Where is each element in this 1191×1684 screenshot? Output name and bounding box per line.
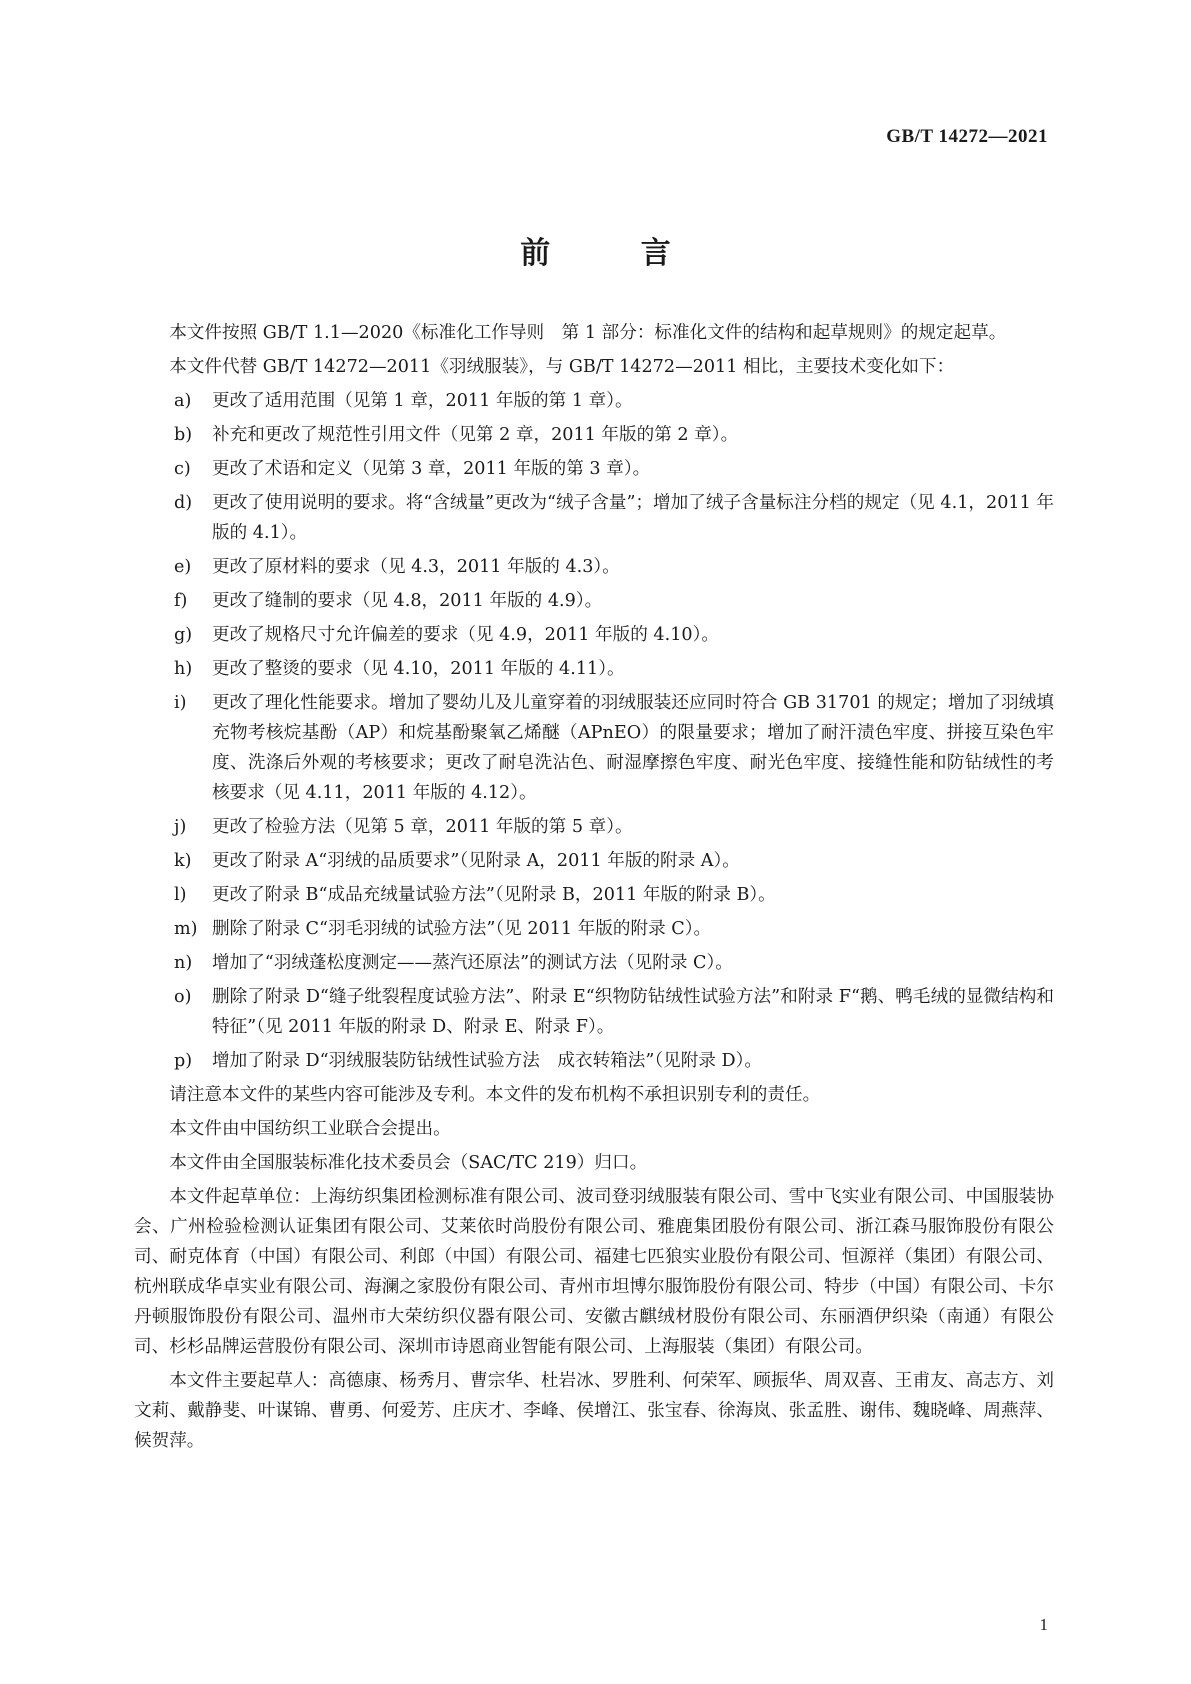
paragraph-patent-notice: 请注意本文件的某些内容可能涉及专利。本文件的发布机构不承担识别专利的责任。 xyxy=(169,1085,821,1105)
item-label: l) xyxy=(174,885,187,905)
item-text: 删除了附录 C“羽毛羽绒的试验方法”（见 2011 年版的附录 C）。 xyxy=(212,919,712,939)
list-item xyxy=(134,846,1054,876)
list-item xyxy=(134,552,1054,582)
item-text: 更改了理化性能要求。增加了婴幼儿及儿童穿着的羽绒服装还应同时符合 GB 31701 的规定；增加了羽绒填充物考核烷基酚（AP）和烷基酚聚氧乙烯醚（APnEO）的限量要求；增加了耐汗渍色牢度、拼接互染色牢度、洗涤后外观的考核要求；更改了耐皂洗沾色、耐湿摩擦色牢度、耐光色牢度、接缝性能和防钻绒性的考核要求（见 4.11，2011 年版的 4.12）。 xyxy=(212,693,1054,803)
item-label: o) xyxy=(174,987,192,1007)
item-text: 增加了“羽绒蓬松度测定——蒸汽还原法”的测试方法（见附录 C）。 xyxy=(212,953,733,973)
paragraph-drafting-units: 本文件起草单位：上海纺织集团检测标准有限公司、波司登羽绒服装有限公司、雪中飞实业有限公司、中国服装协会、广州检验检测认证集团有限公司、艾莱依时尚股份有限公司、雅鹿集团股份有限公司、浙江森马服饰股份有限公司、耐克体育（中国）有限公司、利郎（中国）有限公司、福建七匹狼实业股份有限公司、恒源祥（集团）有限公司、杭州联成华卓实业有限公司、海澜之家股份有限公司、青州市坦博尔服饰股份有限公司、特步（中国）有限公司、卡尔丹顿服饰股份有限公司、温州市大荣纺织仪器有限公司、安徽古麒绒材股份有限公司、东丽酒伊织染（南通）有限公司、杉杉品牌运营股份有限公司、深圳市诗恩商业智能有限公司、上海服装（集团）有限公司。 xyxy=(134,1187,1054,1357)
item-text: 补充和更改了规范性引用文件（见第 2 章，2011 年版的第 2 章）。 xyxy=(212,425,739,445)
list-item xyxy=(134,982,1054,1042)
list-item xyxy=(134,812,1054,842)
item-label: h) xyxy=(174,659,193,679)
item-text: 更改了缝制的要求（见 4.8，2011 年版的 4.9）。 xyxy=(212,591,603,611)
foreword-body xyxy=(134,318,1054,1460)
item-label: n) xyxy=(174,953,193,973)
item-text: 删除了附录 D“缝子纰裂程度试验方法”、附录 E“织物防钻绒性试验方法”和附录 F“鹅、鸭毛绒的显微结构和特征”（见 2011 年版的附录 D、附录 E、附录 F）。 xyxy=(212,987,1054,1037)
item-text: 更改了规格尺寸允许偏差的要求（见 4.9，2011 年版的 4.10）。 xyxy=(212,625,719,645)
item-label: k) xyxy=(174,851,192,871)
item-label: i) xyxy=(174,693,187,713)
item-text: 更改了检验方法（见第 5 章，2011 年版的第 5 章）。 xyxy=(212,817,633,837)
item-label: f) xyxy=(174,591,188,611)
item-text: 增加了附录 D“羽绒服装防钻绒性试验方法 成衣转箱法”（见附录 D）。 xyxy=(212,1051,763,1071)
item-text: 更改了术语和定义（见第 3 章，2011 年版的第 3 章）。 xyxy=(212,459,651,479)
item-text: 更改了使用说明的要求。将“含绒量”更改为“绒子含量”；增加了绒子含量标注分档的规定（见 4.1，2011 年版的 4.1）。 xyxy=(212,493,1054,543)
item-label: a) xyxy=(174,391,192,411)
list-item xyxy=(134,454,1054,484)
page-number: 1 xyxy=(1039,1615,1048,1634)
paragraph-drafters: 本文件主要起草人：高德康、杨秀月、曹宗华、杜岩冰、罗胜利、何荣军、顾振华、周双喜、王甫友、高志方、刘文莉、戴静斐、叶谋锦、曹勇、何爱芳、庄庆才、李峰、侯增江、张宝春、徐海岚、张孟胜、谢伟、魏晓峰、周燕萍、候贺萍。 xyxy=(134,1371,1054,1451)
paragraph-replacement: 本文件代替 GB/T 14272—2011《羽绒服装》，与 GB/T 14272—2011 相比，主要技术变化如下： xyxy=(169,357,955,377)
item-text: 更改了适用范围（见第 1 章，2011 年版的第 1 章）。 xyxy=(212,391,633,411)
item-label: p) xyxy=(174,1051,193,1071)
list-item xyxy=(134,688,1054,808)
list-item xyxy=(134,1046,1054,1076)
item-text: 更改了附录 A“羽绒的品质要求”（见附录 A，2011 年版的附录 A）。 xyxy=(212,851,740,871)
changes-list xyxy=(134,386,1054,1076)
list-item xyxy=(134,620,1054,650)
list-item xyxy=(134,914,1054,944)
item-label: e) xyxy=(174,557,192,577)
standard-code: GB/T 14272—2021 xyxy=(886,126,1048,147)
paragraph-committee: 本文件由全国服装标准化技术委员会（SAC/TC 219）归口。 xyxy=(169,1153,648,1173)
paragraph-proposer: 本文件由中国纺织工业联合会提出。 xyxy=(169,1119,451,1139)
list-item xyxy=(134,880,1054,910)
list-item xyxy=(134,488,1054,548)
paragraph-drafting-rules: 本文件按照 GB/T 1.1—2020《标准化工作导则 第 1 部分：标准化文件的结构和起草规则》的规定起草。 xyxy=(169,323,1007,343)
list-item xyxy=(134,420,1054,450)
item-label: b) xyxy=(174,425,193,445)
item-text: 更改了整烫的要求（见 4.10，2011 年版的 4.11）。 xyxy=(212,659,625,679)
list-item xyxy=(134,948,1054,978)
page-title: 前 言 xyxy=(520,236,711,271)
list-item xyxy=(134,386,1054,416)
item-text: 更改了附录 B“成品充绒量试验方法”（见附录 B，2011 年版的附录 B）。 xyxy=(212,885,776,905)
item-text: 更改了原材料的要求（见 4.3，2011 年版的 4.3）。 xyxy=(212,557,620,577)
item-label: c) xyxy=(174,459,191,479)
item-label: j) xyxy=(174,817,187,837)
list-item xyxy=(134,586,1054,616)
item-label: m) xyxy=(174,919,198,939)
item-label: d) xyxy=(174,493,193,513)
list-item xyxy=(134,654,1054,684)
item-label: g) xyxy=(174,625,193,645)
